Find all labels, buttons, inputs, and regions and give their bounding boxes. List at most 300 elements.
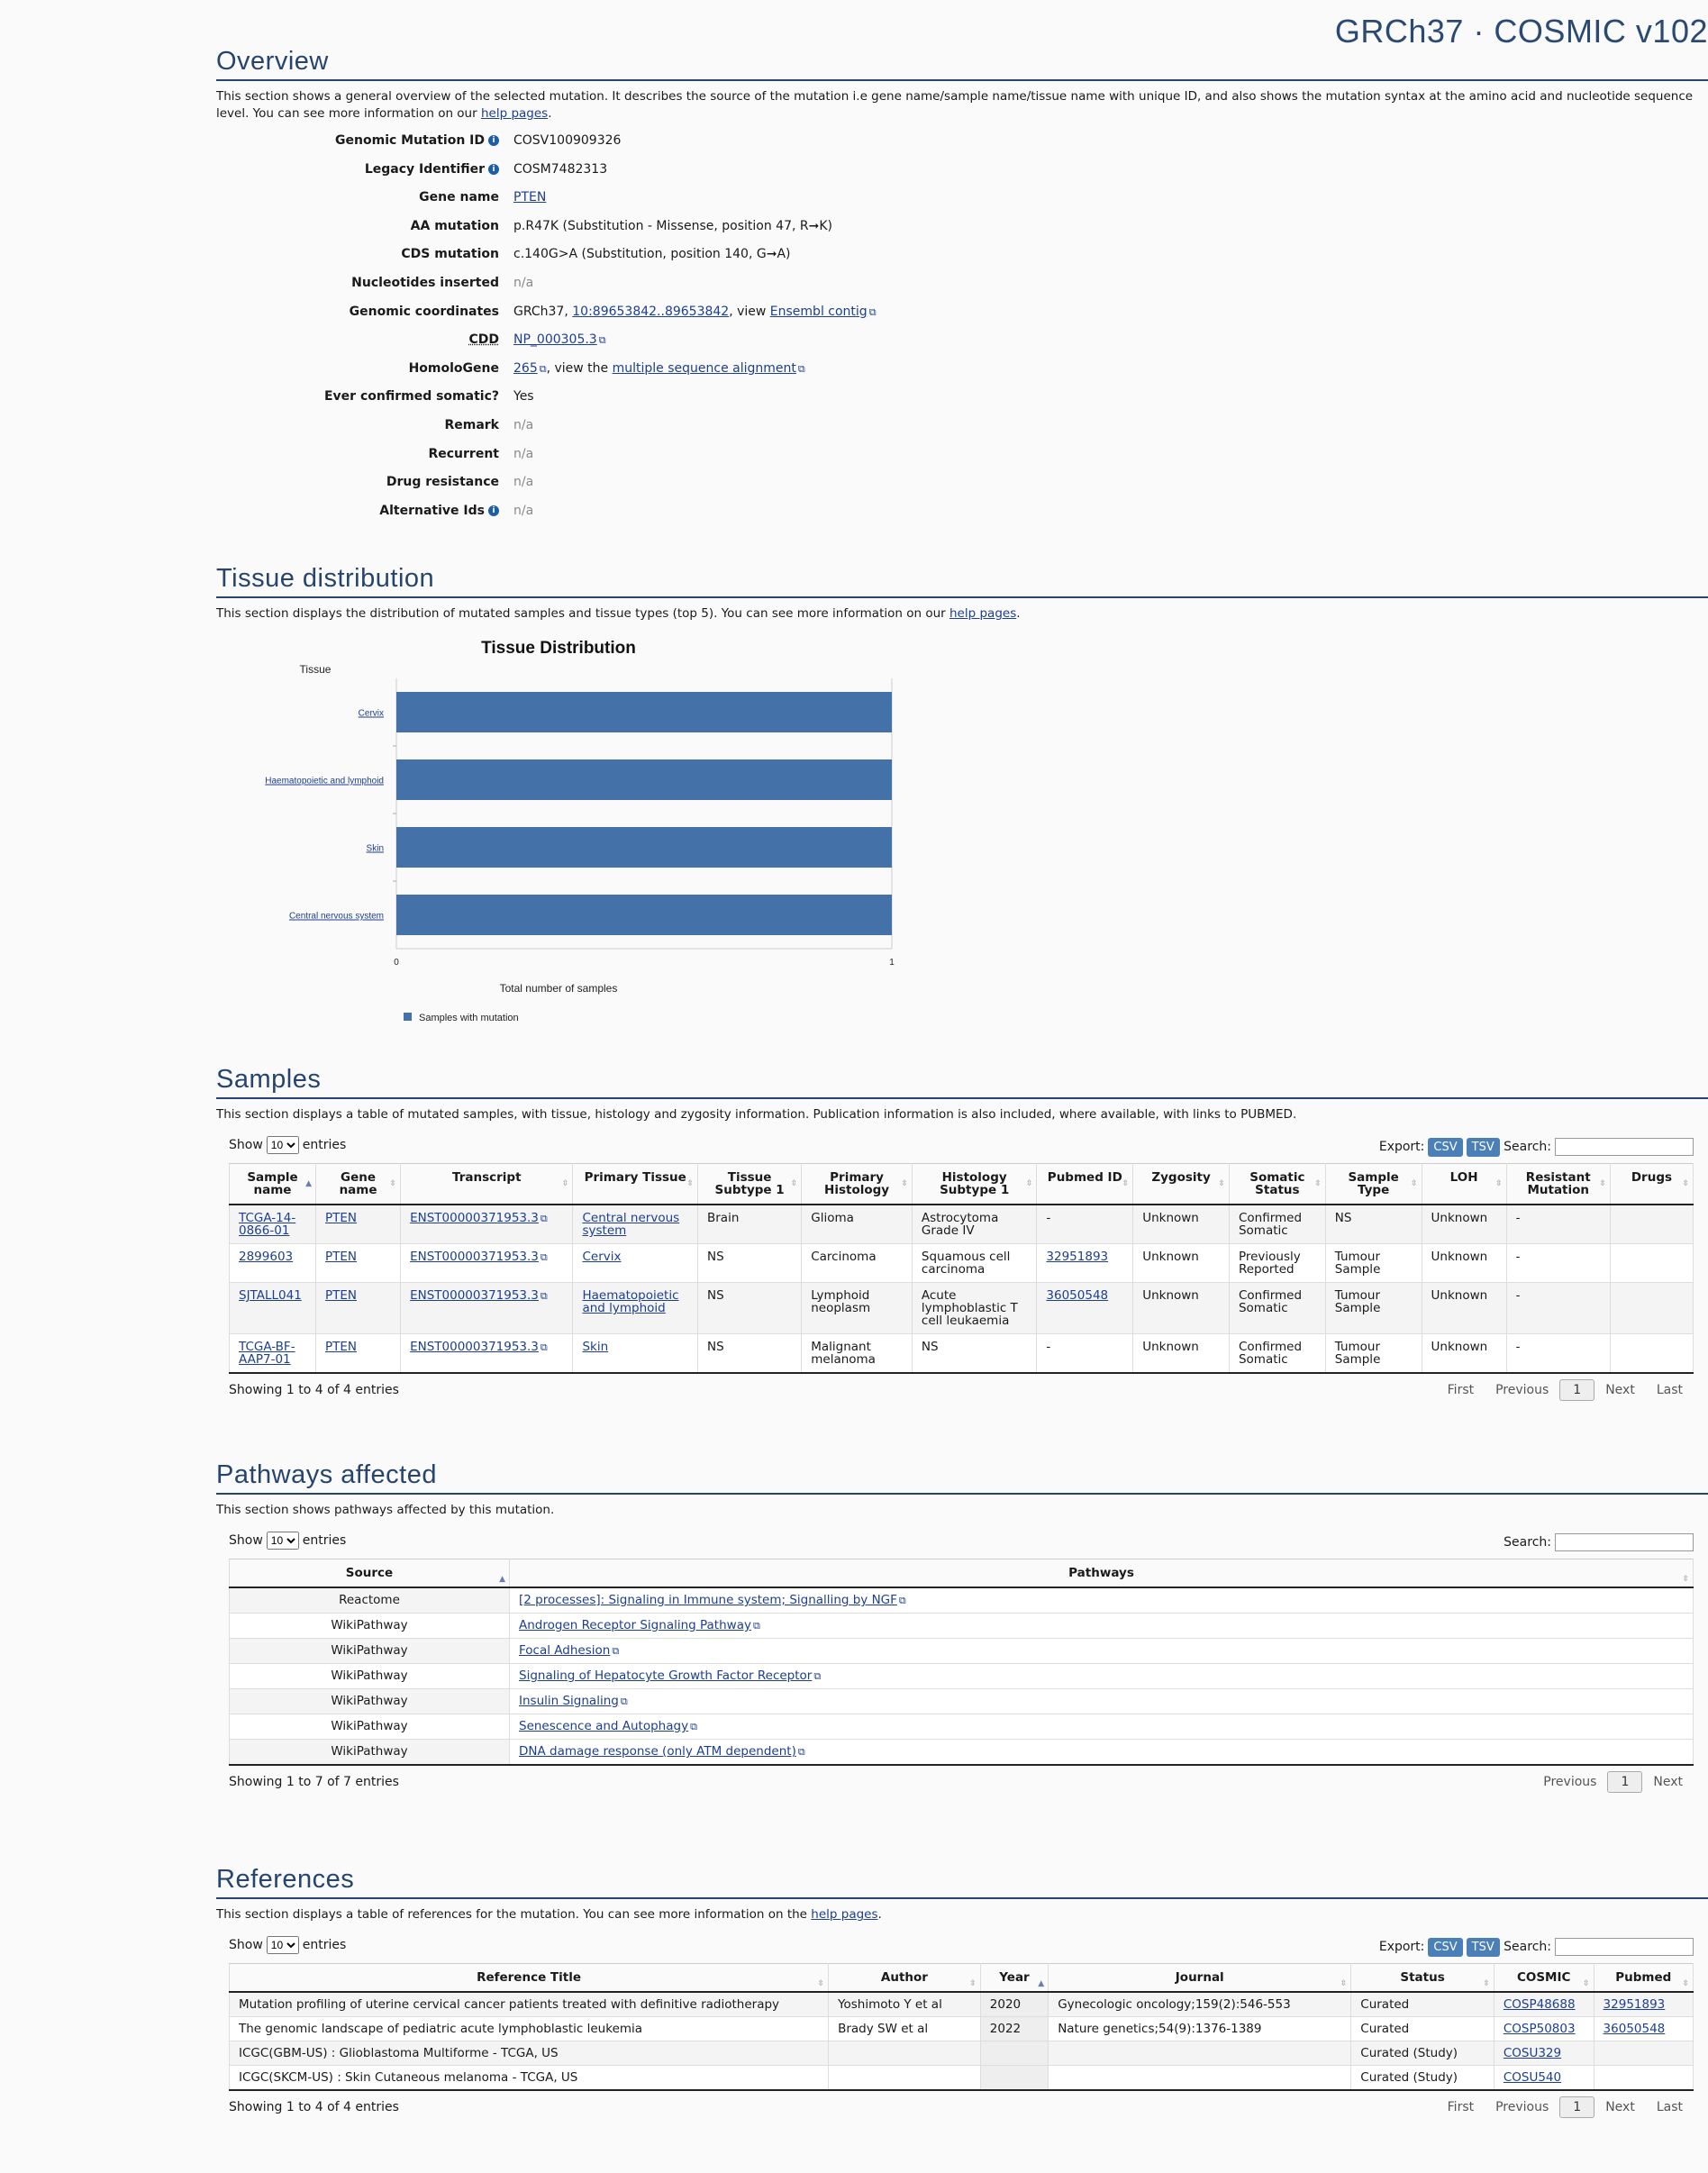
cell-text: Nature genetics;54(9):1376-1389 — [1058, 2022, 1262, 2036]
pathway-link[interactable]: Androgen Receptor Signaling Pathway — [519, 1618, 751, 1632]
cell-link[interactable]: Skin — [582, 1340, 609, 1354]
cell-text: Yoshimoto Y et al — [838, 1997, 942, 2012]
show-label: Show — [229, 1938, 263, 1952]
col-header[interactable] — [1049, 1964, 1351, 1993]
external-link-icon: ⧉ — [540, 1341, 548, 1353]
table-cell — [1494, 2017, 1594, 2041]
cell-link[interactable]: 36050548 — [1603, 2022, 1666, 2036]
table-cell — [1494, 2041, 1594, 2066]
search-input[interactable] — [1555, 1938, 1694, 1956]
chart-legend-swatch — [404, 1013, 412, 1021]
table-cell — [230, 1639, 510, 1664]
export-label: Export: — [1378, 1140, 1425, 1154]
export-tsv-button[interactable]: TSV — [1467, 1938, 1500, 1957]
table-cell — [230, 1614, 510, 1639]
cell-link[interactable]: Cervix — [582, 1250, 622, 1264]
chart-bar — [396, 759, 892, 800]
table-cell — [230, 1714, 510, 1740]
table-cell — [1049, 1992, 1351, 2017]
sort-icon: ⇳ — [1122, 1179, 1130, 1188]
cell-link[interactable]: PTEN — [325, 1250, 358, 1264]
cell-text: - — [1046, 1211, 1051, 1225]
tissue-desc-text: This section displays the distribution of mutated samples and tissue types (top 5). You can see more information on our — [216, 606, 946, 621]
cell-text: Reactome — [339, 1593, 400, 1607]
tissue-description: This section displays the distribution of mutated samples and tissue types (top 5). You can see more information on our help pages. — [216, 606, 1021, 621]
col-header[interactable] — [1506, 1164, 1610, 1205]
table-row — [230, 2017, 1694, 2041]
cell-text: NS — [706, 1288, 724, 1303]
cell-text: Unknown — [1431, 1340, 1488, 1354]
col-header[interactable] — [1610, 1164, 1693, 1205]
cell-text: - — [1515, 1340, 1521, 1354]
col-header-label: Year — [999, 1970, 1030, 1985]
table-cell — [510, 1664, 1694, 1689]
page-1-button[interactable]: 1 — [1559, 2096, 1594, 2118]
references-table — [229, 1963, 1694, 2091]
chart-category-label[interactable]: Cervix — [358, 708, 384, 719]
show-label: Show — [229, 1138, 263, 1152]
sort-icon: ⇳ — [1599, 1179, 1606, 1188]
col-source-label: Source — [345, 1566, 394, 1580]
table-cell — [1422, 1205, 1506, 1244]
tissue-heading: Tissue distribution — [216, 564, 1708, 598]
table-cell — [1351, 1992, 1494, 2017]
table-cell — [829, 2017, 981, 2041]
msa-link[interactable]: multiple sequence alignment — [612, 360, 796, 376]
chart-bar — [396, 895, 892, 935]
col-header-label: Reference Title — [477, 1970, 581, 1985]
label-alt-ids: Alternative Ids — [379, 503, 485, 518]
table-cell — [697, 1205, 801, 1244]
sort-icon: ⇳ — [1218, 1179, 1225, 1188]
last-button[interactable]: Last — [1656, 1383, 1683, 1397]
row-drug-resistance — [216, 475, 1708, 504]
external-link-icon: ⧉ — [598, 334, 606, 347]
table-cell — [1133, 1334, 1230, 1374]
table-cell — [1133, 1244, 1230, 1283]
value-remark: n/a — [513, 417, 534, 432]
table-cell — [1037, 1244, 1133, 1283]
table-cell — [1133, 1283, 1230, 1334]
search-input[interactable] — [1555, 1533, 1694, 1551]
external-link-icon: ⧉ — [612, 1645, 620, 1657]
table-cell — [1049, 2066, 1351, 2091]
cell-text: Confirmed Somatic — [1238, 1211, 1303, 1238]
samples-description: This section displays a table of mutated samples, with tissue, histology and zygosity information. Publication information is also included, where available, with links to PUBMED. — [216, 1107, 1297, 1122]
sort-asc-icon: ▲ — [305, 1179, 312, 1188]
tissue-chart-svg — [216, 623, 937, 1037]
table-cell — [1506, 1244, 1610, 1283]
table-cell — [510, 1740, 1694, 1766]
cell-link[interactable]: ENST00000371953.3 — [410, 1211, 539, 1225]
external-link-icon: ⧉ — [797, 1746, 805, 1758]
row-confirmed — [216, 389, 1708, 418]
search-label: Search: — [1504, 1535, 1551, 1550]
pathways-description: This section shows pathways affected by this mutation. — [216, 1503, 555, 1517]
cell-text: Malignant melanoma — [811, 1340, 876, 1367]
export-tsv-button[interactable]: TSV — [1467, 1138, 1500, 1157]
col-header[interactable] — [980, 1964, 1048, 1993]
table-cell — [230, 2066, 829, 2091]
next-button[interactable]: Next — [1605, 2100, 1635, 2114]
references-length — [229, 1936, 346, 1954]
label-legacy-id: Legacy Identifier — [364, 161, 485, 177]
gene-link[interactable]: PTEN — [513, 190, 547, 205]
cell-link[interactable]: Haematopoietic and lymphoid — [582, 1288, 679, 1315]
table-cell — [802, 1334, 913, 1374]
value-alt-ids: n/a — [513, 503, 534, 518]
cell-text: Curated — [1360, 1997, 1410, 2012]
cell-link[interactable]: ENST00000371953.3 — [410, 1340, 539, 1354]
table-cell — [1594, 2066, 1693, 2091]
cell-text: WikiPathway — [331, 1694, 408, 1708]
table-cell — [1494, 1992, 1594, 2017]
pathways-table — [229, 1559, 1694, 1766]
table-cell — [316, 1283, 401, 1334]
cell-text: WikiPathway — [331, 1744, 408, 1759]
homologene-link[interactable]: 265 — [513, 360, 538, 376]
col-header-label: LOH — [1449, 1170, 1478, 1185]
chart-category-label[interactable]: Central nervous system — [288, 911, 384, 922]
cell-text: 2020 — [989, 1997, 1022, 2012]
sort-icon: ⇳ — [969, 1979, 977, 1988]
cell-link[interactable]: PTEN — [325, 1211, 358, 1225]
table-row — [230, 1244, 1694, 1283]
cell-text: - — [1515, 1250, 1521, 1264]
col-header[interactable] — [802, 1164, 913, 1205]
col-source[interactable] — [230, 1559, 510, 1588]
table-cell — [316, 1334, 401, 1374]
chart-category-label[interactable]: Haematopoietic and lymphoid — [265, 776, 384, 786]
col-header[interactable] — [1494, 1964, 1594, 1993]
row-homologene — [216, 361, 1708, 390]
cell-text: Confirmed Somatic — [1238, 1288, 1303, 1315]
cell-link[interactable]: 36050548 — [1046, 1288, 1109, 1303]
table-cell — [829, 1992, 981, 2017]
page-1-button[interactable]: 1 — [1559, 1379, 1594, 1401]
cell-text: Unknown — [1142, 1288, 1199, 1303]
table-cell — [510, 1689, 1694, 1714]
table-cell — [1037, 1334, 1133, 1374]
references-help-link[interactable]: help pages — [811, 1907, 878, 1922]
table-cell — [980, 2066, 1048, 2091]
col-pathways[interactable] — [510, 1559, 1694, 1588]
table-cell — [1133, 1205, 1230, 1244]
table-cell — [401, 1283, 573, 1334]
sort-icon: ⇳ — [817, 1979, 825, 1988]
table-cell — [1049, 2041, 1351, 2066]
cell-link[interactable]: 2899603 — [239, 1250, 294, 1264]
sort-icon: ⇳ — [1495, 1179, 1503, 1188]
cell-link[interactable]: COSP50803 — [1503, 2022, 1576, 2036]
cell-text: Unknown — [1142, 1340, 1199, 1354]
overview-help-link[interactable]: help pages — [480, 106, 549, 121]
table-cell — [1325, 1334, 1422, 1374]
pathways-length — [229, 1532, 346, 1550]
table-cell — [230, 2041, 829, 2066]
cell-link[interactable]: PTEN — [325, 1340, 358, 1354]
references-controls — [216, 1923, 1708, 1963]
search-input[interactable] — [1555, 1138, 1694, 1156]
cell-text: Mutation profiling of uterine cervical cancer patients treated with definitive radiotherapy — [239, 1997, 780, 2012]
pathway-link[interactable]: Focal Adhesion — [519, 1643, 611, 1658]
entries-select[interactable] — [267, 1936, 299, 1954]
table-cell — [1351, 2017, 1494, 2041]
label-remark: Remark — [444, 417, 499, 432]
overview-section — [216, 47, 1708, 532]
col-header-label: Resistant Mutation — [1525, 1170, 1591, 1197]
table-cell — [1229, 1334, 1325, 1374]
info-icon[interactable]: i — [488, 505, 499, 516]
cell-text: NS — [921, 1340, 939, 1354]
first-button[interactable]: First — [1447, 1383, 1475, 1397]
table-cell — [1610, 1283, 1693, 1334]
col-header[interactable] — [829, 1964, 981, 1993]
chart-x-tick-label: 1 — [889, 958, 895, 968]
coords-link[interactable]: 10:89653842..89653842 — [572, 304, 730, 319]
samples-controls — [216, 1123, 1708, 1163]
sort-icon: ⇳ — [1340, 1979, 1348, 1988]
cell-text: Unknown — [1431, 1211, 1488, 1225]
cell-text: Tumour Sample — [1334, 1288, 1381, 1315]
col-header[interactable] — [1229, 1164, 1325, 1205]
cell-link[interactable]: PTEN — [325, 1288, 358, 1303]
cell-text: Curated (Study) — [1360, 2070, 1458, 2085]
chart-x-tick-label: 0 — [394, 958, 399, 968]
table-row — [230, 2066, 1694, 2091]
cell-link[interactable]: COSU329 — [1503, 2046, 1562, 2060]
row-recurrent — [216, 447, 1708, 476]
col-header-label: Gene name — [339, 1170, 377, 1197]
pathways-info: Showing 1 to 7 of 7 entries — [229, 1775, 399, 1789]
coords-prefix: GRCh37, — [513, 304, 568, 319]
cell-text: Confirmed Somatic — [1238, 1340, 1303, 1367]
cell-link[interactable]: TCGA-14-0866-01 — [239, 1211, 296, 1238]
cell-link[interactable]: COSU540 — [1503, 2070, 1562, 2085]
table-cell — [1351, 2066, 1494, 2091]
value-cds-mutation: c.140G>A (Substitution, position 140, G➞A) — [513, 247, 791, 262]
table-row — [230, 1334, 1694, 1374]
export-csv-button[interactable]: CSV — [1428, 1938, 1462, 1957]
entries-select[interactable] — [267, 1532, 299, 1550]
table-cell — [316, 1244, 401, 1283]
table-cell — [802, 1283, 913, 1334]
col-header-label: Journal — [1175, 1970, 1224, 1985]
table-cell — [1422, 1283, 1506, 1334]
cell-text: Tumour Sample — [1334, 1340, 1381, 1367]
table-cell — [230, 1244, 316, 1283]
chart-category-label[interactable]: Skin — [366, 843, 384, 854]
pathway-link[interactable]: DNA damage response (only ATM dependent) — [519, 1744, 796, 1759]
table-row — [230, 1740, 1694, 1766]
table-cell — [230, 1664, 510, 1689]
samples-length — [229, 1136, 346, 1154]
cell-text: - — [1515, 1288, 1521, 1303]
pathways-heading: Pathways affected — [216, 1460, 1708, 1495]
row-gene-name — [216, 190, 1708, 219]
sort-icon: ⇳ — [1410, 1179, 1418, 1188]
samples-table — [229, 1163, 1694, 1374]
label-confirmed: Ever confirmed somatic? — [323, 389, 499, 405]
table-cell — [573, 1283, 698, 1334]
info-icon[interactable]: i — [488, 135, 499, 146]
table-cell — [230, 1283, 316, 1334]
table-cell — [510, 1614, 1694, 1639]
table-cell — [1594, 2041, 1693, 2066]
col-header[interactable] — [697, 1164, 801, 1205]
first-button[interactable]: First — [1447, 2100, 1475, 2114]
label-drug-resistance: Drug resistance — [386, 475, 499, 490]
col-header-label: Zygosity — [1151, 1170, 1211, 1185]
sort-icon: ⇳ — [1483, 1979, 1490, 1988]
info-icon[interactable]: i — [488, 164, 499, 175]
cell-text: - — [1515, 1211, 1521, 1225]
cell-text: WikiPathway — [331, 1618, 408, 1632]
tissue-chart — [216, 623, 937, 1037]
row-remark — [216, 418, 1708, 447]
table-cell — [802, 1205, 913, 1244]
cell-link[interactable]: Central nervous system — [582, 1211, 680, 1238]
page-brand-title: GRCh37 · COSMIC v102 — [1334, 13, 1708, 50]
table-row — [230, 2041, 1694, 2066]
table-cell — [912, 1205, 1037, 1244]
value-confirmed: Yes — [513, 389, 534, 405]
table-cell — [1325, 1244, 1422, 1283]
table-cell — [1610, 1244, 1693, 1283]
export-csv-button[interactable]: CSV — [1428, 1138, 1462, 1157]
tissue-help-link[interactable]: help pages — [949, 606, 1017, 621]
cdd-link[interactable]: NP_000305.3 — [513, 332, 597, 348]
cell-link[interactable]: SJTALL041 — [239, 1288, 302, 1303]
pathway-link[interactable]: Signaling of Hepatocyte Growth Factor Receptor — [519, 1668, 813, 1683]
pathways-controls — [216, 1519, 1708, 1559]
pathway-link[interactable]: Insulin Signaling — [519, 1694, 619, 1708]
table-cell — [1506, 1334, 1610, 1374]
table-cell — [230, 1334, 316, 1374]
samples-heading: Samples — [216, 1065, 1708, 1099]
cell-text: Unknown — [1142, 1250, 1199, 1264]
chart-y-label: Tissue — [299, 663, 332, 676]
value-aa-mutation: p.R47K (Substitution - Missense, position 47, R➞K) — [513, 218, 832, 233]
sort-icon: ⇳ — [1682, 1979, 1689, 1988]
cell-text: Curated — [1360, 2022, 1410, 2036]
col-header[interactable] — [230, 1964, 829, 1993]
cell-link[interactable]: COSP48688 — [1503, 1997, 1576, 2012]
entries-label: entries — [302, 1938, 347, 1952]
next-button[interactable]: Next — [1605, 1383, 1635, 1397]
cell-text: Unknown — [1431, 1288, 1488, 1303]
label-recurrent: Recurrent — [428, 446, 499, 461]
table-cell — [401, 1205, 573, 1244]
overview-description: This section shows a general overview of the selected mutation. It describes the source of the mutation i.e gene name/sample name/tissue name with unique ID, and also shows the mutation syntax at the amino acid and nucleotide sequence level. You can see more information on our help pages. — [216, 89, 1694, 121]
row-aa-mutation — [216, 219, 1708, 248]
label-coordinates: Genomic coordinates — [349, 304, 499, 319]
cell-link[interactable]: ENST00000371953.3 — [410, 1288, 539, 1303]
col-header[interactable] — [401, 1164, 573, 1205]
col-header[interactable] — [1325, 1164, 1422, 1205]
entries-select[interactable] — [267, 1136, 299, 1154]
chart-legend-label: Samples with mutation — [419, 1013, 519, 1023]
sort-asc-icon: ▲ — [499, 1575, 505, 1584]
ensembl-contig-link[interactable]: Ensembl contig — [769, 304, 868, 319]
col-header[interactable] — [1422, 1164, 1506, 1205]
table-cell — [230, 2017, 829, 2041]
row-genomic-id — [216, 133, 1708, 162]
table-row — [230, 1639, 1694, 1664]
table-cell — [980, 2017, 1048, 2041]
col-header[interactable] — [1133, 1164, 1230, 1205]
col-header[interactable] — [1351, 1964, 1494, 1993]
table-cell — [230, 1587, 510, 1614]
sort-icon: ⇳ — [1682, 1575, 1689, 1584]
page-1-button[interactable]: 1 — [1607, 1771, 1642, 1793]
col-header-label: Transcript — [452, 1170, 522, 1185]
col-header[interactable] — [316, 1164, 401, 1205]
table-cell — [1494, 2066, 1594, 2091]
col-header[interactable] — [573, 1164, 698, 1205]
pathways-pagination — [216, 1766, 1708, 1802]
references-pagination — [216, 2091, 1708, 2127]
next-button[interactable]: Next — [1653, 1775, 1683, 1789]
pathway-link[interactable]: Senescence and Autophagy — [519, 1719, 689, 1733]
value-recurrent: n/a — [513, 446, 534, 461]
cell-text: Unknown — [1142, 1211, 1199, 1225]
table-row — [230, 1614, 1694, 1639]
previous-button[interactable]: Previous — [1495, 1383, 1549, 1397]
table-row — [230, 1992, 1694, 2017]
table-cell — [1506, 1283, 1610, 1334]
external-link-icon: ⧉ — [752, 1620, 760, 1632]
references-heading: References — [216, 1865, 1708, 1899]
col-header[interactable] — [230, 1164, 316, 1205]
sort-icon: ⇳ — [1583, 1979, 1590, 1988]
value-genomic-id: COSV100909326 — [513, 133, 622, 148]
references-section — [216, 1865, 1708, 2127]
table-cell — [1422, 1244, 1506, 1283]
table-cell — [1506, 1205, 1610, 1244]
chart-title: Tissue Distribution — [481, 639, 636, 658]
col-header-label: Sample Type — [1348, 1170, 1399, 1197]
table-cell — [980, 2041, 1048, 2066]
col-header[interactable] — [1594, 1964, 1693, 1993]
col-header[interactable] — [912, 1164, 1037, 1205]
sort-icon: ⇳ — [1314, 1179, 1322, 1188]
table-cell — [1325, 1205, 1422, 1244]
label-genomic-id: Genomic Mutation ID — [335, 133, 485, 148]
label-nucleotides: Nucleotides inserted — [351, 275, 499, 290]
external-link-icon: ⧉ — [898, 1595, 906, 1606]
references-search — [1379, 1938, 1694, 1957]
pathway-link[interactable]: [2 processes]: Signaling in Immune system; Signalling by NGF — [519, 1593, 897, 1607]
last-button[interactable]: Last — [1656, 2100, 1683, 2114]
col-header-label: Tissue Subtype 1 — [714, 1170, 785, 1197]
cell-link[interactable]: ENST00000371953.3 — [410, 1250, 539, 1264]
cell-link[interactable]: 32951893 — [1603, 1997, 1666, 2012]
cell-text: ICGC(SKCM-US) : Skin Cutaneous melanoma - TCGA, US — [239, 2070, 578, 2085]
cell-link[interactable]: 32951893 — [1046, 1250, 1109, 1264]
table-cell — [912, 1334, 1037, 1374]
external-link-icon: ⧉ — [868, 305, 877, 318]
external-link-icon: ⧉ — [797, 362, 805, 375]
previous-button[interactable]: Previous — [1543, 1775, 1597, 1789]
col-header[interactable] — [1037, 1164, 1133, 1205]
table-row — [230, 1587, 1694, 1614]
cell-link[interactable]: TCGA-BF-AAP7-01 — [239, 1340, 295, 1367]
previous-button[interactable]: Previous — [1495, 2100, 1549, 2114]
label-cdd: CDD — [468, 332, 499, 348]
table-cell — [510, 1639, 1694, 1664]
col-header-label: Status — [1400, 1970, 1445, 1985]
